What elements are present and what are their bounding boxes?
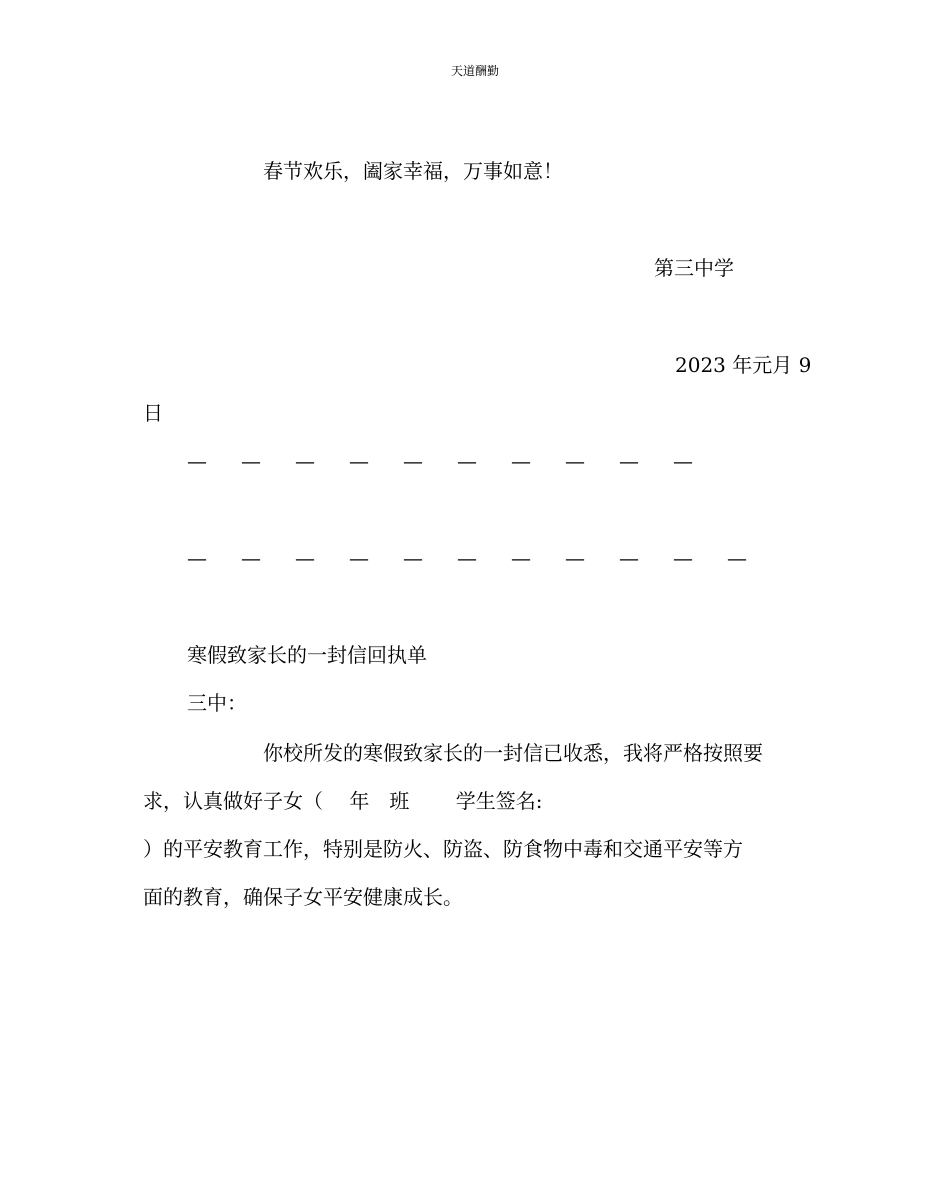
signature-school: 第三中学 (654, 256, 734, 280)
separator-dash: — (295, 546, 315, 570)
separator-dash: — (673, 546, 693, 570)
separator-dash: — (619, 449, 639, 473)
separator-dash: — (727, 546, 747, 570)
separator-dash: — (457, 449, 477, 473)
separator-dash: — (295, 449, 315, 473)
separator-dash: — (403, 449, 423, 473)
separator-dash: — (565, 546, 585, 570)
receipt-body-line-3: ）的平安教育工作，特别是防火、防盗、防食物中毒和交通平安等方 (143, 837, 743, 861)
receipt-body-line-2: 求，认真做好子女（ 年 班 学生签名: (143, 789, 543, 813)
separator-dash: — (403, 546, 423, 570)
separator-dash: — (349, 449, 369, 473)
separator-dash: — (511, 449, 531, 473)
separator-dash: — (187, 546, 207, 570)
receipt-addressee: 三中： (187, 691, 247, 715)
receipt-body-line-4: 面的教育，确保子女平安健康成长。 (143, 885, 463, 909)
page-header: 天道酬勤 (450, 64, 499, 78)
date-line-continued: 日 (143, 401, 163, 425)
separator-dash: — (349, 546, 369, 570)
separator-dash: — (565, 449, 585, 473)
separator-dash: — (241, 449, 261, 473)
separator-dash: — (187, 449, 207, 473)
separator-dash: — (457, 546, 477, 570)
date-line: 2023 年元月 9 (675, 353, 812, 377)
separator-dash: — (673, 449, 693, 473)
greeting-line: 春节欢乐，阖家幸福，万事如意！ (263, 159, 563, 183)
receipt-body-line-1: 你校所发的寒假致家长的一封信已收悉，我将严格按照要 (263, 741, 763, 765)
separator-dash: — (511, 546, 531, 570)
separator-dash: — (619, 546, 639, 570)
separator-dash: — (241, 546, 261, 570)
receipt-title: 寒假致家长的一封信回执单 (187, 643, 427, 667)
